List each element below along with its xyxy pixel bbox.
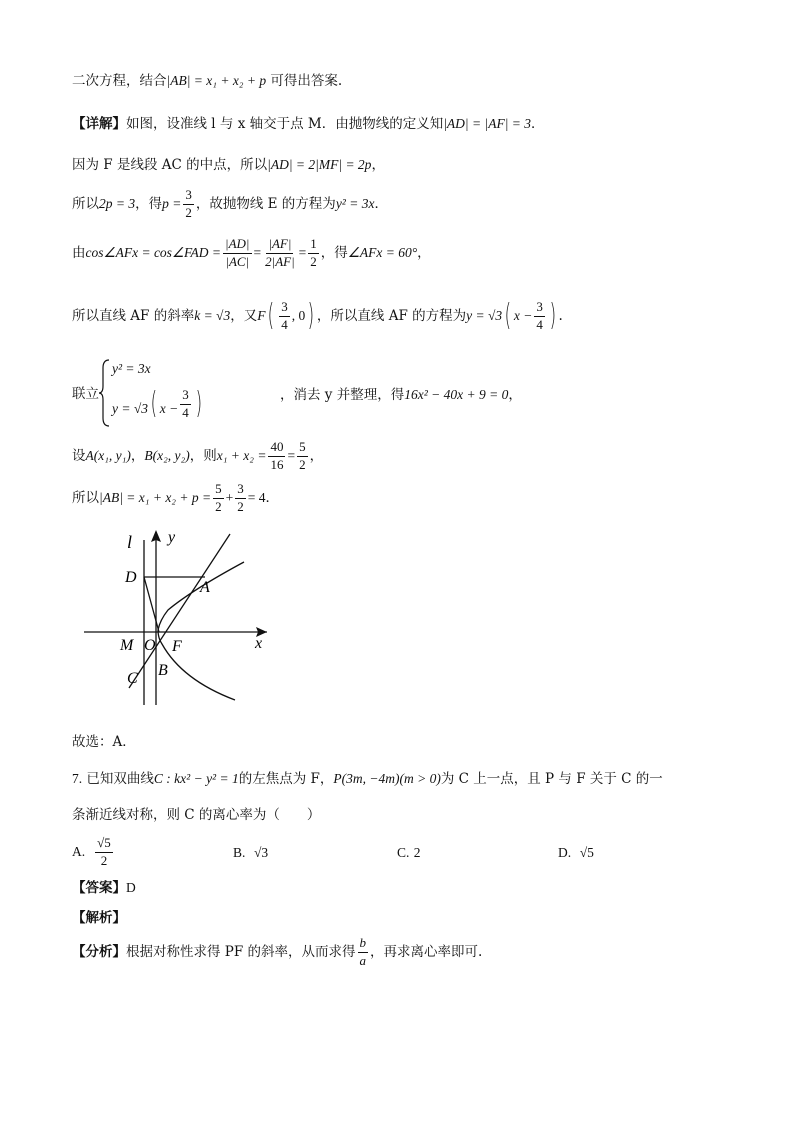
fraction-denominator: 2	[100, 852, 108, 868]
fraction-3-4	[534, 300, 545, 333]
equals-sign: =	[253, 244, 262, 260]
fraction-numerator: √5	[95, 836, 113, 853]
line4-end: ．	[374, 195, 388, 212]
paren-open: (	[268, 298, 275, 334]
line1-formula: |AB| = x₁ + x₂ + p	[166, 73, 267, 88]
question-text-a: 已知双曲线	[86, 771, 154, 787]
line8-mid: ，则	[189, 447, 217, 464]
line7-suffix: ，消去 y 并整理，得	[280, 387, 405, 403]
fraction-numerator: 40	[268, 440, 285, 457]
option-d-label: D.	[558, 845, 572, 860]
fraction-denominator: 2	[310, 253, 317, 269]
fraction-denominator: 4	[281, 316, 288, 332]
paren-close: )	[195, 386, 202, 422]
line2-formula: |AD| = |AF| = 3	[443, 116, 532, 131]
label-d: D	[125, 569, 137, 586]
option-d[interactable]	[558, 845, 594, 861]
option-d-value: √5	[579, 845, 594, 860]
option-c-label: C.	[397, 845, 410, 860]
system-eq-2-lhs: y = √3	[112, 400, 149, 416]
question-text-b: 的左焦点为 F，	[238, 771, 334, 787]
system-eq-2-x: x −	[159, 400, 179, 416]
segment-df	[144, 577, 159, 632]
label-m: M	[120, 637, 134, 654]
equals-sign: =	[287, 447, 296, 463]
lianli-label: 联立	[72, 386, 99, 402]
label-a: A	[200, 579, 210, 596]
fraction-numerator: |AF|	[266, 237, 293, 254]
line5-prefix: 由	[72, 244, 86, 261]
question-7-line-1	[72, 772, 663, 787]
text-line-8	[72, 440, 323, 473]
line3-text: 因为 F 是线段 AC 的中点，所以	[72, 157, 268, 173]
fraction-numerator: 3	[183, 188, 194, 205]
fraction-numerator: 3	[180, 388, 191, 405]
ab-result: = 4	[247, 489, 266, 505]
fraction-5-2	[213, 482, 224, 515]
analysis-line	[72, 936, 482, 969]
line6-mid: ，又	[230, 307, 258, 324]
option-b[interactable]	[233, 845, 268, 861]
option-b-value: √3	[253, 845, 269, 860]
option-a[interactable]	[72, 836, 115, 869]
text-line-5	[72, 237, 431, 270]
answer-select: 故选：A．	[72, 734, 136, 750]
line9-end: ．	[265, 489, 279, 506]
line4-suffix: ，故抛物线 E 的方程为	[195, 195, 336, 212]
comma: ，	[130, 447, 145, 464]
point-f-label: F	[257, 307, 266, 323]
sum-formula: x₁ + x₂ =	[216, 447, 267, 463]
line4-formula-1: 2p = 3	[99, 195, 136, 211]
line7-suffix-group	[280, 388, 522, 403]
fraction-denominator: 2	[237, 498, 244, 514]
line6-prefix: 所以直线 AF 的斜率	[72, 307, 195, 324]
line1-prefix: 二次方程，结合	[72, 73, 167, 89]
paren-close: )	[549, 298, 556, 334]
system-eq-2	[112, 388, 204, 421]
fraction-3-4	[180, 388, 191, 421]
paren-open: (	[150, 386, 158, 422]
fenxi-suffix: ，再求离心率即可.	[370, 943, 483, 960]
question-text-c: 为 C 上一点，且 P 与 F 关于 C 的一	[440, 771, 663, 787]
point-p-coords: P(3m, −4m)(m > 0)	[333, 771, 441, 786]
label-b: B	[158, 662, 168, 679]
equals-sign: =	[298, 244, 307, 260]
system-eq-1: y² = 3x	[112, 361, 151, 376]
plus-sign: +	[225, 489, 234, 505]
line-af-equation: y = √3	[466, 307, 503, 323]
fraction-numerator: 5	[213, 482, 224, 499]
line-af-x-term: x −	[513, 307, 533, 323]
line4-prefix: 所以	[72, 195, 99, 212]
option-a-label: A.	[72, 844, 86, 860]
answer-line	[72, 881, 136, 896]
paren-open: (	[504, 298, 512, 334]
line5-mid: ，得	[320, 244, 348, 261]
line3-formula: |AD| = 2|MF| = 2p	[267, 157, 372, 172]
fraction-numerator: b	[358, 936, 369, 953]
option-a-fraction	[95, 836, 113, 869]
fraction-numerator: |AD|	[223, 237, 251, 254]
fraction-40-16	[268, 440, 285, 473]
text-line-1	[72, 74, 342, 89]
fenxi-prefix: 根据对称性求得 PF 的斜率，从而求得	[126, 943, 356, 960]
answer-value: D	[126, 880, 136, 895]
line2-end: ．	[531, 116, 545, 132]
fenxi-tag: 【分析】	[72, 943, 126, 960]
fraction-denominator: 2|AF|	[265, 253, 295, 269]
fraction-numerator: 1	[308, 237, 319, 254]
fraction-denominator: 4	[182, 404, 189, 420]
text-line-3	[72, 158, 385, 173]
hyperbola-equation: C : kx² − y² = 1	[153, 771, 239, 786]
text-line-9	[72, 482, 279, 515]
point-f-coord: , 0	[291, 307, 306, 323]
fraction-denominator: 4	[536, 316, 543, 332]
label-f: F	[172, 638, 182, 655]
text-line-4	[72, 188, 388, 221]
question-7-line-2: 条渐近线对称，则 C 的离心率为（ ）	[72, 807, 321, 823]
angle-result: ∠AFx = 60°	[347, 244, 418, 260]
line6-suffix: ，所以直线 AF 的方程为	[316, 307, 467, 324]
parabola-figure	[72, 520, 282, 710]
detail-tag: 【详解】	[72, 116, 126, 132]
text-line-2	[72, 117, 545, 132]
fraction-numerator: 3	[534, 300, 545, 317]
parabola-equation: y² = 3x	[335, 195, 375, 211]
fraction-5-2	[297, 440, 308, 473]
label-y: y	[168, 529, 176, 546]
fraction-3-2	[183, 188, 194, 221]
answer-tag: 【答案】	[72, 880, 126, 896]
line9-prefix: 所以	[72, 489, 99, 506]
quadratic-equation: 16x² − 40x + 9 = 0	[404, 387, 509, 402]
point-b-coords: B(x₂, y₂)	[144, 447, 190, 463]
question-number: 7.	[72, 771, 83, 786]
line6-end: .	[558, 307, 563, 324]
analysis-tag: 【解析】	[72, 910, 126, 926]
line5-end: ，	[417, 244, 431, 261]
fraction-numerator: 5	[297, 440, 308, 457]
line4-formula-2: p =	[162, 195, 182, 211]
label-l: l	[127, 532, 133, 552]
ab-formula: |AB| = x₁ + x₂ + p =	[99, 489, 212, 505]
fraction-1-2	[308, 237, 319, 270]
fraction-denominator: 2	[215, 498, 222, 514]
paren-close: )	[307, 298, 315, 334]
line4-mid: ，得	[135, 195, 163, 212]
text-line-6	[72, 300, 563, 333]
label-c: C	[127, 670, 138, 687]
point-a-coords: A(x₁, y₁)	[85, 447, 131, 463]
fraction-denominator: 2	[185, 204, 192, 220]
fraction-af-2af	[263, 237, 297, 270]
fraction-denominator: a	[359, 952, 367, 968]
fraction-denominator: 2	[299, 456, 306, 472]
line8-end: ，	[309, 447, 324, 464]
fraction-numerator: 3	[235, 482, 246, 499]
fraction-denominator: |AC|	[225, 253, 250, 269]
fraction-b-a	[358, 936, 369, 969]
fraction-3-4	[279, 300, 290, 333]
option-c-value: 2	[413, 845, 421, 860]
line8-prefix: 设	[72, 447, 86, 464]
option-c[interactable]	[397, 845, 420, 861]
fraction-denominator: 16	[270, 456, 284, 472]
line1-suffix: 可得出答案.	[270, 73, 343, 89]
line3-end: ，	[371, 157, 385, 173]
line2-text: 如图，设准线 l 与 x 轴交于点 M．由抛物线的定义知	[126, 116, 444, 132]
slope-formula: k = √3	[194, 307, 231, 323]
option-b-label: B.	[233, 845, 246, 860]
line7-end: ，	[508, 387, 522, 403]
label-o: O	[144, 637, 156, 654]
system-brace	[99, 358, 111, 428]
fraction-numerator: 3	[279, 300, 290, 317]
label-x: x	[255, 635, 263, 652]
line5-cos-formula: cos∠AFx = cos∠FAD =	[85, 244, 222, 260]
fraction-ad-ac	[223, 237, 251, 270]
fraction-3-2	[235, 482, 246, 515]
